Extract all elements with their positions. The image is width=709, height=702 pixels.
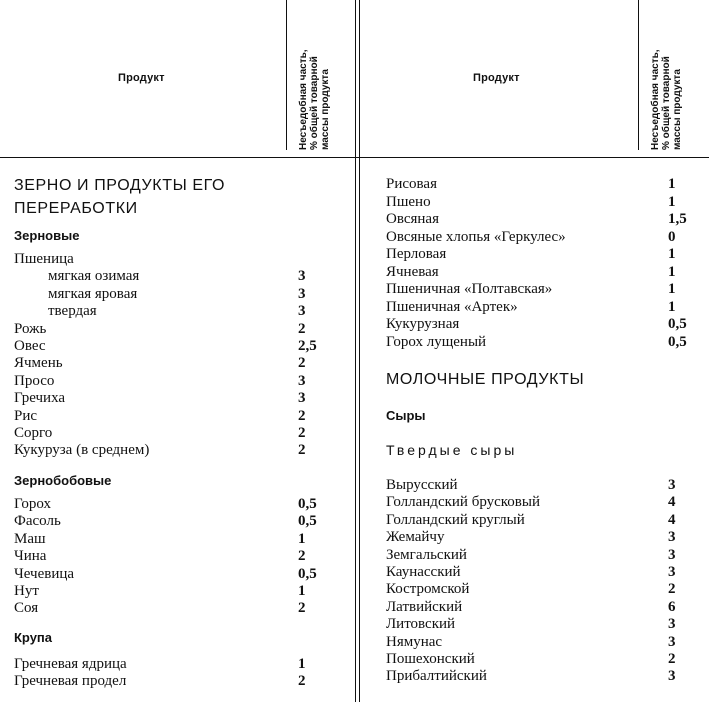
table-row-name: Прибалтийский [386, 668, 487, 684]
table-row-value: 1 [298, 531, 306, 547]
table-row-name: Горох лущеный [386, 334, 487, 350]
table-row-value: 6 [668, 599, 676, 615]
table-row-name: Перловая [386, 246, 447, 262]
header-rule [0, 157, 709, 158]
table-row-value: 0,5 [298, 566, 317, 582]
table-row-name: Нут [14, 583, 39, 599]
table-row-name: Овсяные хлопья «Геркулес» [386, 229, 566, 245]
table-row-name: Пшеница [14, 251, 74, 267]
right-subtitle-cheeses: Сыры [386, 408, 426, 423]
right-header-line-2: % общей товарной [661, 56, 672, 150]
table-row-name: Фасоль [14, 513, 61, 529]
table-row-value: 4 [668, 512, 676, 528]
table-row-value: 3 [668, 477, 676, 493]
table-row-value: 3 [298, 373, 306, 389]
table-row-value: 1 [668, 281, 676, 297]
table-row-value: 2 [298, 408, 306, 424]
right-header-line-3: массы продукта [672, 69, 683, 150]
table-row-value: 2 [298, 321, 306, 337]
table-row-name: Каунасский [386, 564, 461, 580]
right-header-rotated [650, 49, 683, 150]
table-row-name: Жемайчу [386, 529, 445, 545]
table-row-value: 2 [298, 673, 306, 689]
table-row-name: Рожь [14, 321, 47, 337]
table-row-value: 2,5 [298, 338, 317, 354]
left-section-title-line-2: ПЕРЕРАБОТКИ [14, 200, 138, 217]
table-row-name: твердая [48, 303, 97, 319]
table-row-name: Рисовая [386, 176, 437, 192]
table-row-name: Гречневая продел [14, 673, 127, 689]
table-row-value: 0,5 [668, 334, 687, 350]
table-row-name: Костромской [386, 581, 470, 597]
left-group-title: Зернобобовые [14, 473, 112, 488]
table-row-value: 3 [668, 616, 676, 632]
left-header-line-2: % общей товарной [309, 56, 320, 150]
table-row-name: Пшеничная «Артек» [386, 299, 518, 315]
table-row-name: Просо [14, 373, 55, 389]
table-row-name: Нямунас [386, 634, 443, 650]
table-row-name: Рис [14, 408, 38, 424]
table-row-name: Земгальский [386, 547, 467, 563]
table-row-value: 4 [668, 494, 676, 510]
table-row-name: Кукурузная [386, 316, 460, 332]
left-header-line-3: массы продукта [320, 69, 331, 150]
table-row-value: 1 [668, 264, 676, 280]
table-row-value: 2 [298, 425, 306, 441]
left-header-product: Продукт [118, 72, 165, 84]
left-section-title-line-1: ЗЕРНО И ПРОДУКТЫ ЕГО [14, 177, 226, 194]
table-row-name: мягкая озимая [48, 268, 140, 284]
table-row-name: Пшено [386, 194, 431, 210]
table-row-name: мягкая яровая [48, 286, 138, 302]
table-row-name: Горох [14, 496, 51, 512]
table-row-value: 3 [668, 634, 676, 650]
table-row-value: 3 [668, 529, 676, 545]
table-row-value: 2 [298, 600, 306, 616]
table-row-value: 2 [298, 355, 306, 371]
table-row-name: Кукуруза (в среднем) [14, 442, 150, 458]
table-row-name: Овес [14, 338, 46, 354]
left-group-title: Крупа [14, 630, 53, 645]
table-row-value: 0 [668, 229, 676, 245]
table-row-name: Латвийский [386, 599, 463, 615]
table-row-value: 1 [668, 299, 676, 315]
table-row-name: Гречиха [14, 390, 66, 406]
table-row-value: 3 [298, 303, 306, 319]
left-col-divider [286, 0, 287, 150]
table-row-value: 1 [668, 176, 676, 192]
table-row-name: Пошехонский [386, 651, 475, 667]
right-header-line-1: Несъедобная часть, [650, 49, 661, 150]
table-row-value: 2 [298, 548, 306, 564]
left-header-line-1: Несъедобная часть, [298, 49, 309, 150]
right-spaced-title: Твердые сыры [386, 442, 518, 458]
center-double-rule-b [359, 0, 360, 702]
table-row-value: 2 [668, 651, 676, 667]
table-row-value: 3 [298, 390, 306, 406]
center-double-rule-a [355, 0, 356, 702]
table-row-name: Гречневая ядрица [14, 656, 127, 672]
table-row-value: 3 [668, 564, 676, 580]
table-row-name: Маш [14, 531, 46, 547]
table-row-name: Чина [14, 548, 47, 564]
table-row-value: 1 [668, 194, 676, 210]
table-row-value: 3 [298, 268, 306, 284]
right-header-product: Продукт [473, 72, 520, 84]
table-row-name: Пшеничная «Полтавская» [386, 281, 553, 297]
table-row-value: 0,5 [298, 513, 317, 529]
table-row-name: Ячневая [386, 264, 439, 280]
table-row-name: Литовский [386, 616, 456, 632]
table-row-name: Сорго [14, 425, 53, 441]
table-row-value: 0,5 [668, 316, 687, 332]
table-row-name: Чечевица [14, 566, 75, 582]
table-row-name: Вырусский [386, 477, 458, 493]
table-row-name: Соя [14, 600, 39, 616]
table-row-value: 1 [298, 656, 306, 672]
table-row-value: 3 [298, 286, 306, 302]
table-row-name: Голландский круглый [386, 512, 525, 528]
table-row-name: Овсяная [386, 211, 439, 227]
table-row-value: 1 [668, 246, 676, 262]
table-row-value: 3 [668, 547, 676, 563]
table-row-value: 3 [668, 668, 676, 684]
table-row-name: Ячмень [14, 355, 63, 371]
left-group-title: Зерновые [14, 228, 80, 243]
left-header-rotated [298, 49, 331, 150]
table-row-name: Голландский брусковый [386, 494, 540, 510]
table-row-value: 1,5 [668, 211, 687, 227]
right-col-divider [638, 0, 639, 150]
table-row-value: 1 [298, 583, 306, 599]
table-row-value: 2 [298, 442, 306, 458]
table-row-value: 0,5 [298, 496, 317, 512]
table-row-value: 2 [668, 581, 676, 597]
right-section-title: МОЛОЧНЫЕ ПРОДУКТЫ [386, 371, 585, 388]
